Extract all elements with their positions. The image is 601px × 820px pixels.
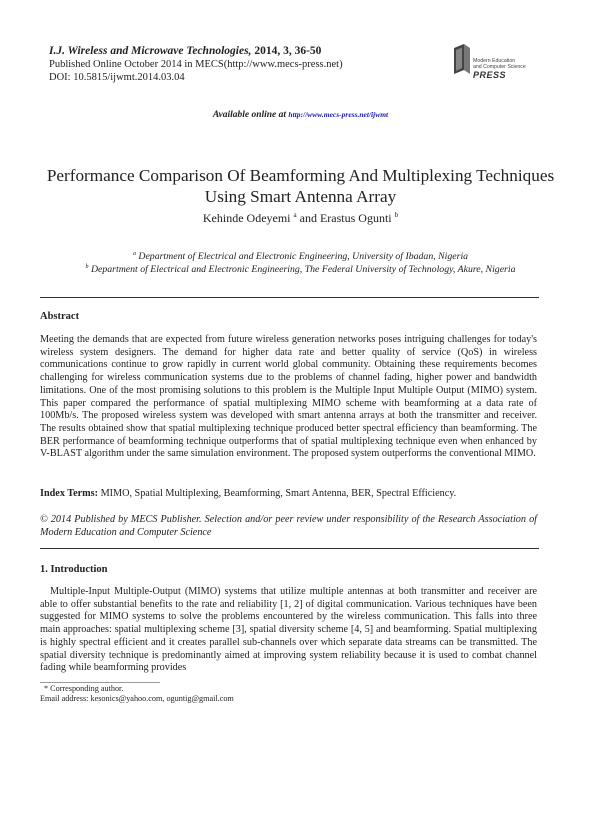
index-terms-label: Index Terms: — [40, 488, 99, 499]
logo-caption: Modern Education and Computer Science — [473, 58, 526, 70]
author-line: Kehinde Odeyemi $^a$ and Erastus Ogunti $^b$ — [202, 211, 399, 225]
footnote-rule — [40, 682, 160, 683]
availability-label: Available online at — [212, 110, 287, 120]
copyright-notice: © 2014 Published by MECS Publisher. Selection and/or peer review under responsibility of the Research Association of Modern Education and Computer Science — [40, 514, 537, 538]
doi: DOI: 10.5815/ijwmt.2014.03.04 — [49, 72, 185, 83]
book-icon — [452, 42, 472, 76]
publication-info: Published Online October 2014 in MECS(http://www.mecs-press.net) — [49, 59, 343, 70]
mecs-logo — [452, 42, 562, 90]
corresponding-author-note: * Corresponding author. — [44, 684, 124, 693]
availability-line — [0, 110, 601, 120]
journal-citation — [49, 44, 429, 58]
journal-meta: 2014, 3, 36-50 — [251, 45, 322, 57]
divider — [40, 297, 539, 298]
index-terms — [40, 487, 537, 500]
abstract-heading: Abstract — [40, 311, 80, 322]
section-heading: 1. Introduction — [40, 564, 108, 575]
affiliation-b: $^b$ Department of Electrical and Electronic Engineering, The Federal University of Technology, Akure, Nigeria — [85, 264, 516, 275]
affiliation-a: $^a$ Department of Electrical and Electronic Engineering, University of Ibadan, Nigeria — [132, 251, 469, 262]
section-text: Multiple-Input Multiple-Output (MIMO) systems that utilize multiple antennas at both transmitter and receiver are able to offer substantial benefits to the rate and reliability [1, 2] of digital communication. Various techniques have been suggested for MIMO systems to solve the problems encountered by the wireless communication. This falls into three main approaches: spatial multiplexing scheme [3], spatial diversity scheme [4, 5] and beamforming. Spatial multiplexing is highly spectral efficient and it creates parallel sub-channels over which separate data streams can be transmitted. The spatial diversity technique is predominantly aimed at improving system reliability because it is used to combat channel fading while beamforming provides — [40, 586, 537, 674]
journal-name: I.J. Wireless and Microwave Technologies, — [49, 45, 252, 57]
logo-press: PRESS — [473, 70, 507, 80]
index-terms-text: MIMO, Spatial Multiplexing, Beamforming, Smart Antenna, BER, Spectral Efficiency. — [98, 488, 457, 499]
email-note: Email address: kesonics@yahoo.com, oguntig@gmail.com — [40, 694, 234, 703]
journal-header — [49, 44, 429, 84]
divider — [40, 548, 539, 549]
abstract-text: Meeting the demands that are expected from future wireless generation networks poses intriguing challenges for today's wireless system designers. The demand for higher data rate and better quality of service (QoS) in wireless communications continue to grow rapidly in current world global community. Obtaining these requirements becomes challenging for wireless communication systems due to the problems of channel fading, higher power and bandwidth limitations. One of the most promising solutions to this problem is the Multiple Input Multiple Output (MIMO) system. This paper compared the performance of spatial multiplexing MIMO scheme with beamforming at a data rate of 100Mb/s. The proposed wireless system was developed with smart antenna arrays at both the transmitter and receiver. The results obtained show that spatial multiplexing technique produced better spectral efficiency than beamforming. The BER performance of beamforming technique outperforms that of spatial multiplexing technique even when enhanced by V-BLAST algorithm under the same simulation environment. The proposed system outperforms the conventional MIMO. — [40, 334, 537, 460]
journal-link[interactable]: http://www.mecs-press.net/ijwmt — [288, 110, 389, 119]
paper-title: Performance Comparison Of Beamforming And Multiplexing Techniques Using Smart Antenna Array — [46, 166, 555, 206]
